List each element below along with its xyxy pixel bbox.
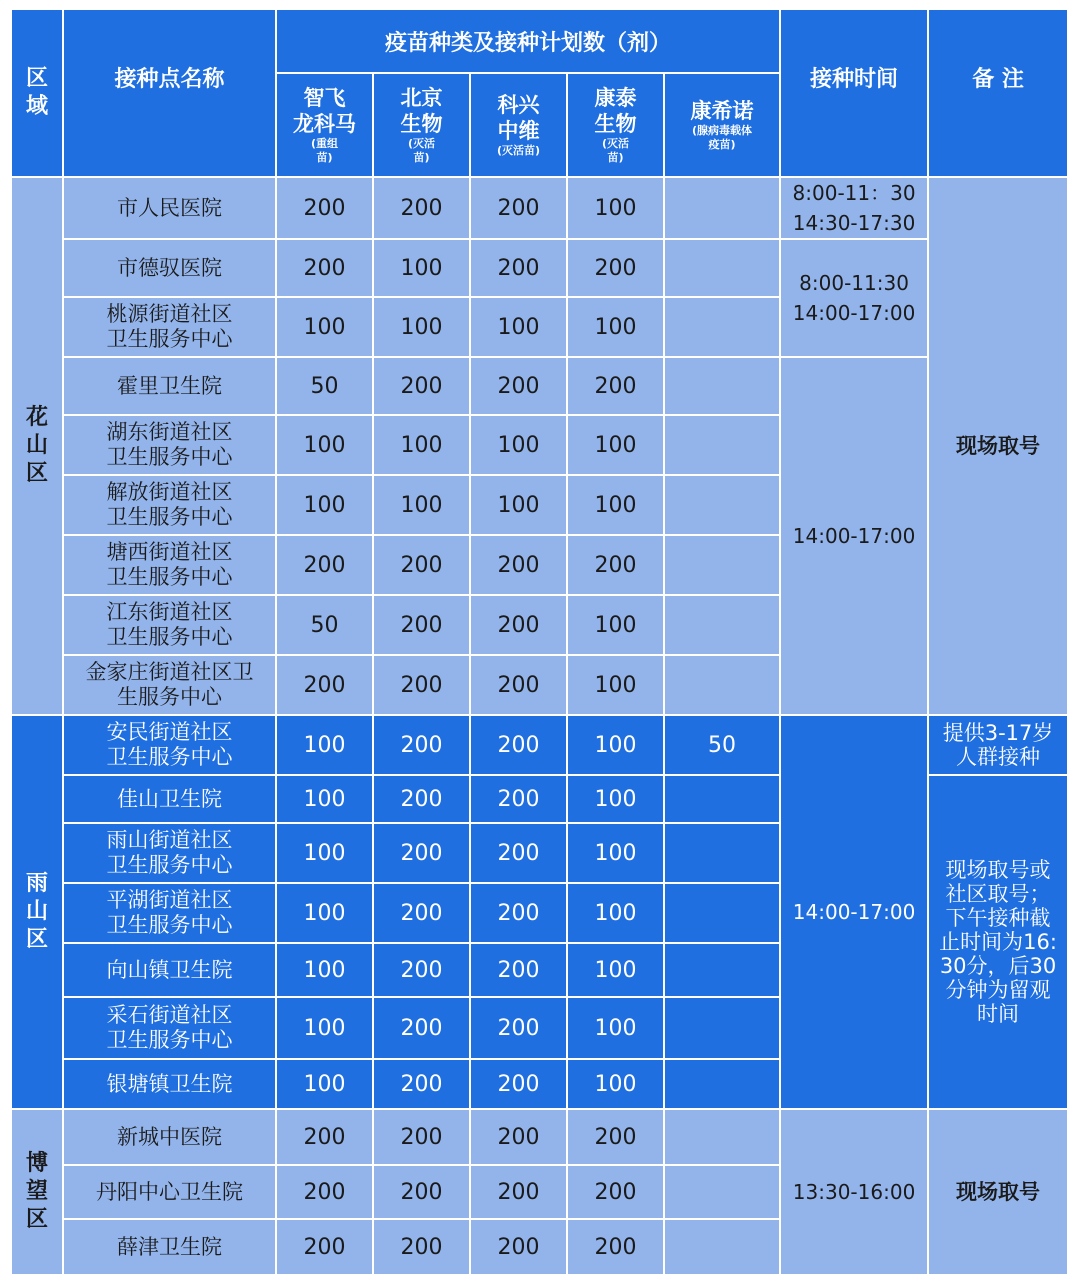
count-zhifei: 100 <box>276 883 373 943</box>
site-name: 采石街道社区 卫生服务中心 <box>63 997 276 1059</box>
count-zhifei: 200 <box>276 1219 373 1275</box>
site-name: 市人民医院 <box>63 177 276 239</box>
count-kangxinuo <box>664 1165 780 1219</box>
count-zhifei: 100 <box>276 475 373 535</box>
count-zhifei: 50 <box>276 357 373 415</box>
count-zhifei: 100 <box>276 997 373 1059</box>
count-beijing: 200 <box>373 715 470 775</box>
count-zhifei: 200 <box>276 1109 373 1165</box>
count-kexing: 200 <box>470 655 567 715</box>
count-zhifei: 100 <box>276 297 373 357</box>
count-kexing: 200 <box>470 535 567 595</box>
site-name: 霍里卫生院 <box>63 357 276 415</box>
site-name: 平湖街道社区 卫生服务中心 <box>63 883 276 943</box>
header-region: 区 域 <box>11 9 63 177</box>
count-kexing: 100 <box>470 475 567 535</box>
count-kangtai: 100 <box>567 415 664 475</box>
header-vaccine-kangxinuo: 康希诺 (腺病毒载体 疫苗) <box>664 73 780 177</box>
table-row <box>11 715 1068 775</box>
count-kexing: 200 <box>470 715 567 775</box>
count-beijing: 100 <box>373 415 470 475</box>
count-beijing: 200 <box>373 595 470 655</box>
count-zhifei: 100 <box>276 415 373 475</box>
count-kangxinuo <box>664 775 780 823</box>
count-zhifei: 200 <box>276 239 373 297</box>
site-name: 佳山卫生院 <box>63 775 276 823</box>
time-slot: 8:00-11:30 14:00-17:00 <box>780 239 928 357</box>
count-beijing: 100 <box>373 475 470 535</box>
site-name: 雨山街道社区 卫生服务中心 <box>63 823 276 883</box>
count-kangtai: 200 <box>567 1109 664 1165</box>
count-kexing: 200 <box>470 997 567 1059</box>
count-kangxinuo <box>664 655 780 715</box>
count-kangtai: 100 <box>567 883 664 943</box>
site-name: 向山镇卫生院 <box>63 943 276 997</box>
region-huashan: 花 山 区 <box>11 177 63 715</box>
count-kangxinuo <box>664 475 780 535</box>
count-kangtai: 100 <box>567 177 664 239</box>
header-vaccine-beijing: 北京 生物 (灭活 苗) <box>373 73 470 177</box>
count-kexing: 200 <box>470 595 567 655</box>
count-beijing: 100 <box>373 239 470 297</box>
count-kexing: 200 <box>470 943 567 997</box>
time-slot: 14:00-17:00 <box>780 715 928 1109</box>
site-name: 桃源街道社区 卫生服务中心 <box>63 297 276 357</box>
time-slot: 14:00-17:00 <box>780 357 928 715</box>
count-kangtai: 200 <box>567 535 664 595</box>
note-bowang: 现场取号 <box>928 1109 1068 1275</box>
count-beijing: 100 <box>373 297 470 357</box>
count-beijing: 200 <box>373 997 470 1059</box>
count-kangxinuo <box>664 297 780 357</box>
count-kangxinuo <box>664 415 780 475</box>
site-name: 江东街道社区 卫生服务中心 <box>63 595 276 655</box>
count-zhifei: 100 <box>276 715 373 775</box>
count-kangxinuo <box>664 823 780 883</box>
count-kangxinuo <box>664 535 780 595</box>
count-beijing: 200 <box>373 1165 470 1219</box>
time-slot: 8:00-11：30 14:30-17:30 <box>780 177 928 239</box>
count-kexing: 200 <box>470 1165 567 1219</box>
site-name: 新城中医院 <box>63 1109 276 1165</box>
count-kangtai: 100 <box>567 943 664 997</box>
count-kexing: 200 <box>470 823 567 883</box>
site-name: 塘西街道社区 卫生服务中心 <box>63 535 276 595</box>
count-kexing: 200 <box>470 775 567 823</box>
header-time: 接种时间 <box>780 9 928 177</box>
count-kexing: 200 <box>470 177 567 239</box>
count-beijing: 200 <box>373 775 470 823</box>
count-zhifei: 100 <box>276 943 373 997</box>
header-vaccine-group: 疫苗种类及接种计划数（剂） <box>276 9 780 73</box>
count-kangxinuo <box>664 1109 780 1165</box>
count-kangtai: 200 <box>567 239 664 297</box>
count-zhifei: 200 <box>276 535 373 595</box>
count-kangxinuo <box>664 239 780 297</box>
site-name: 湖东街道社区 卫生服务中心 <box>63 415 276 475</box>
count-kangtai: 200 <box>567 1219 664 1275</box>
count-beijing: 200 <box>373 883 470 943</box>
site-name: 丹阳中心卫生院 <box>63 1165 276 1219</box>
count-kangxinuo <box>664 177 780 239</box>
count-zhifei: 200 <box>276 1165 373 1219</box>
count-kangtai: 100 <box>567 1059 664 1109</box>
table-row <box>11 1109 1068 1165</box>
table-row <box>11 357 1068 415</box>
count-zhifei: 100 <box>276 823 373 883</box>
header-vaccine-kexing: 科兴 中维 (灭活苗) <box>470 73 567 177</box>
header-vaccine-zhifei: 智飞 龙科马 (重组 苗) <box>276 73 373 177</box>
count-kexing: 200 <box>470 1219 567 1275</box>
header-vaccine-kangtai: 康泰 生物 (灭活 苗) <box>567 73 664 177</box>
site-name: 解放街道社区 卫生服务中心 <box>63 475 276 535</box>
count-kangtai: 100 <box>567 715 664 775</box>
count-beijing: 200 <box>373 655 470 715</box>
count-zhifei: 100 <box>276 775 373 823</box>
count-zhifei: 50 <box>276 595 373 655</box>
count-kangtai: 200 <box>567 357 664 415</box>
count-zhifei: 200 <box>276 177 373 239</box>
count-kangtai: 100 <box>567 823 664 883</box>
site-name: 金家庄街道社区卫 生服务中心 <box>63 655 276 715</box>
count-kangtai: 100 <box>567 297 664 357</box>
count-kangxinuo: 50 <box>664 715 780 775</box>
count-kexing: 100 <box>470 415 567 475</box>
count-kangxinuo <box>664 1219 780 1275</box>
count-kangxinuo <box>664 357 780 415</box>
site-name: 安民街道社区 卫生服务中心 <box>63 715 276 775</box>
count-kangtai: 200 <box>567 1165 664 1219</box>
note-anmin: 提供3-17岁 人群接种 <box>928 715 1068 775</box>
count-kexing: 200 <box>470 357 567 415</box>
count-kangtai: 100 <box>567 475 664 535</box>
count-beijing: 200 <box>373 823 470 883</box>
table-row <box>11 177 1068 239</box>
table-row <box>11 239 1068 297</box>
count-kangtai: 100 <box>567 655 664 715</box>
region-yushan: 雨 山 区 <box>11 715 63 1109</box>
header-site-name: 接种点名称 <box>63 9 276 177</box>
count-kangxinuo <box>664 997 780 1059</box>
count-beijing: 200 <box>373 535 470 595</box>
count-beijing: 200 <box>373 1219 470 1275</box>
count-beijing: 200 <box>373 357 470 415</box>
count-kexing: 200 <box>470 239 567 297</box>
count-beijing: 200 <box>373 177 470 239</box>
vaccination-table <box>10 8 1069 1276</box>
count-kexing: 100 <box>470 297 567 357</box>
note-huashan: 现场取号 <box>928 177 1068 715</box>
site-name: 薛津卫生院 <box>63 1219 276 1275</box>
count-kangxinuo <box>664 1059 780 1109</box>
count-beijing: 200 <box>373 1109 470 1165</box>
count-zhifei: 200 <box>276 655 373 715</box>
site-name: 市德驭医院 <box>63 239 276 297</box>
count-beijing: 200 <box>373 1059 470 1109</box>
count-kangtai: 100 <box>567 595 664 655</box>
count-zhifei: 100 <box>276 1059 373 1109</box>
count-kexing: 200 <box>470 883 567 943</box>
region-bowang: 博 望 区 <box>11 1109 63 1275</box>
count-kangtai: 100 <box>567 997 664 1059</box>
site-name: 银塘镇卫生院 <box>63 1059 276 1109</box>
count-kangxinuo <box>664 943 780 997</box>
count-kexing: 200 <box>470 1109 567 1165</box>
vaccination-schedule <box>10 8 1067 1274</box>
note-yushan: 现场取号或 社区取号； 下午接种截 止时间为16: 30分，后30 分钟为留观 时间 <box>928 775 1068 1109</box>
count-kexing: 200 <box>470 1059 567 1109</box>
count-beijing: 200 <box>373 943 470 997</box>
time-slot: 13:30-16:00 <box>780 1109 928 1275</box>
count-kangxinuo <box>664 595 780 655</box>
count-kangtai: 100 <box>567 775 664 823</box>
header-note: 备 注 <box>928 9 1068 177</box>
count-kangxinuo <box>664 883 780 943</box>
